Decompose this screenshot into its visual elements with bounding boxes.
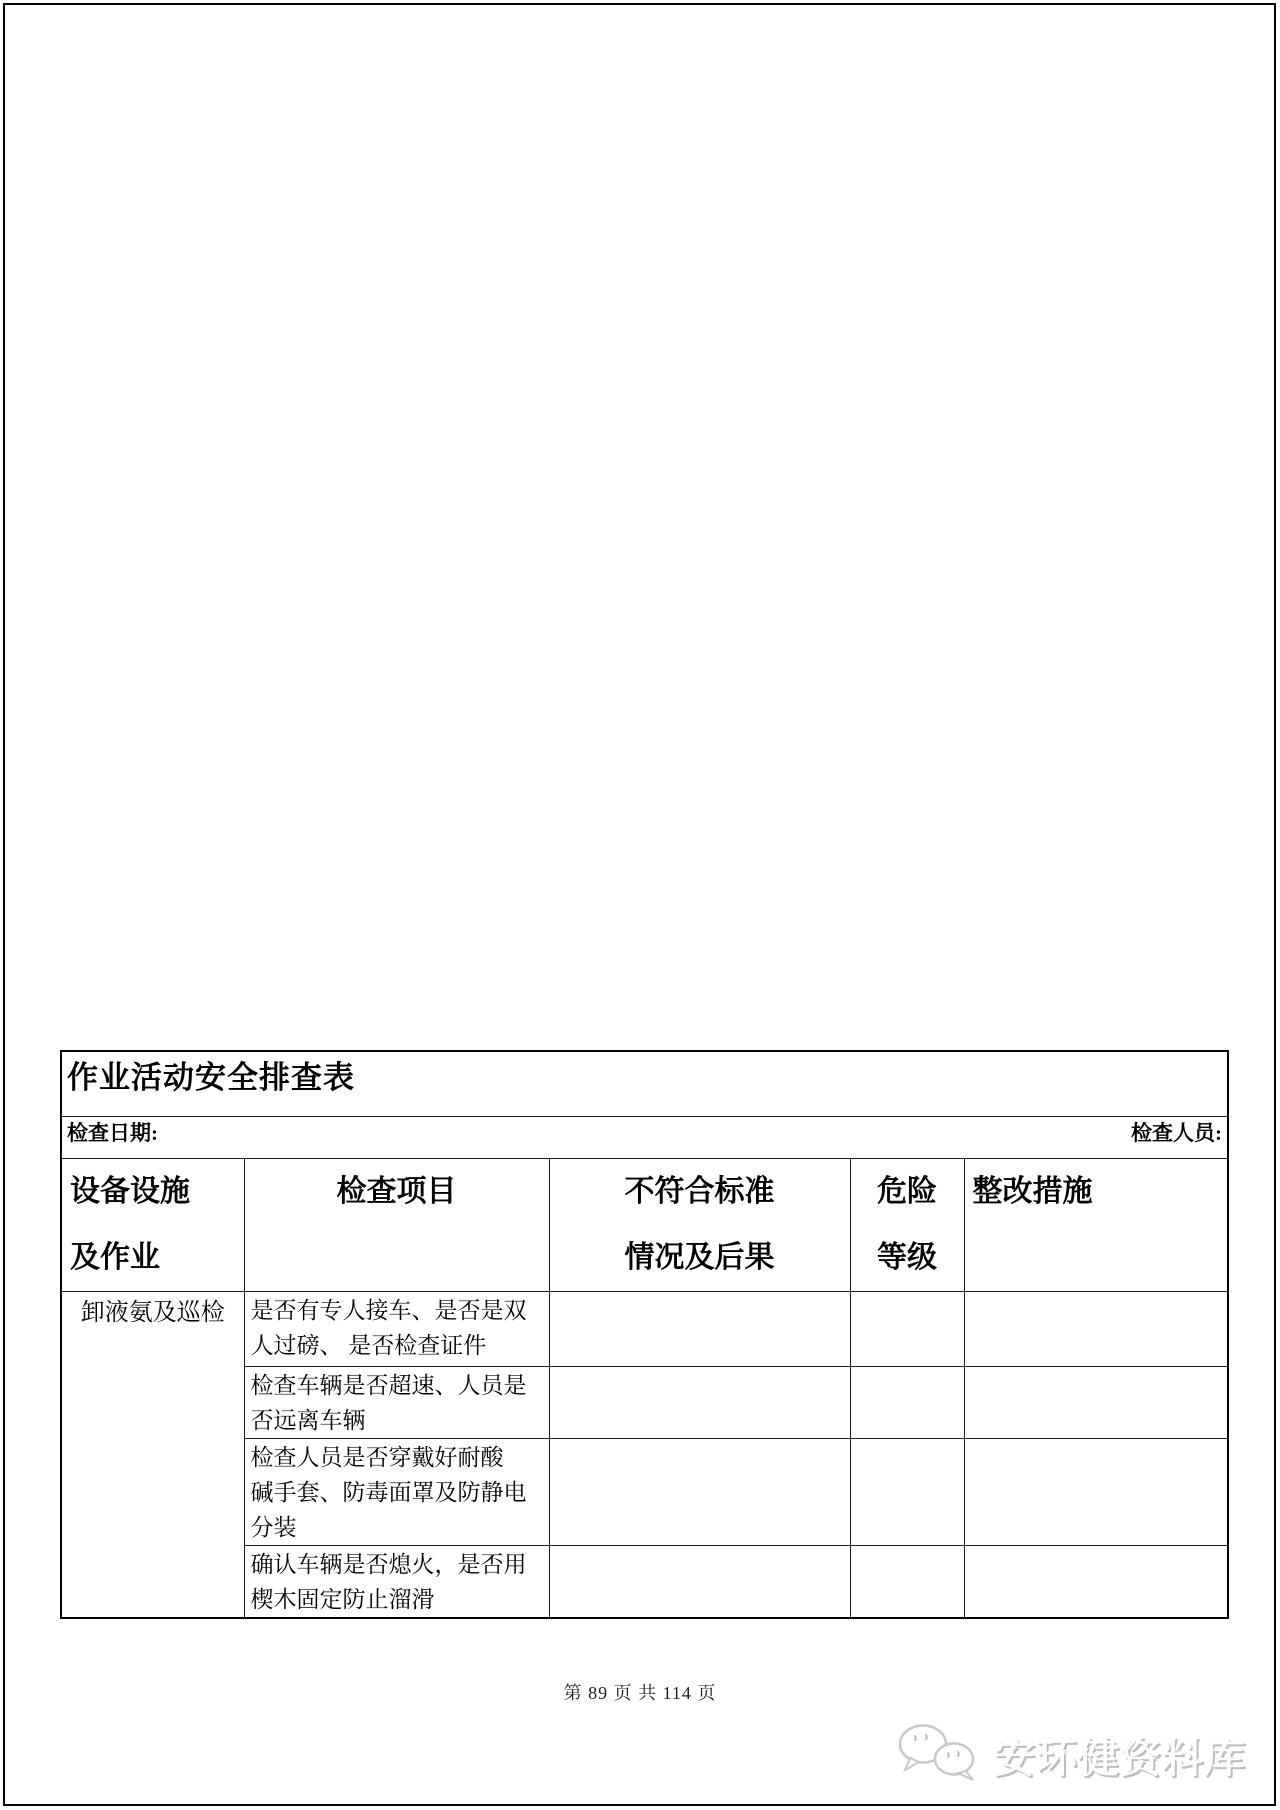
corrective-cell-empty bbox=[964, 1438, 1228, 1545]
nonconformity-cell-empty bbox=[549, 1291, 850, 1366]
nonconformity-cell-empty bbox=[549, 1366, 850, 1438]
table-title-row bbox=[61, 1051, 1228, 1116]
table-title: 作业活动安全排查表 bbox=[61, 1051, 1228, 1116]
inspector-label: 检查人员: bbox=[1131, 1120, 1222, 1145]
watermark bbox=[892, 1722, 1246, 1787]
check-item-cell: 检查人员是否穿戴好耐酸 碱手套、防毒面罩及防静电 分装 bbox=[244, 1438, 549, 1545]
check-item-cell: 确认车辆是否熄火，是否用 楔木固定防止溜滑 bbox=[244, 1545, 549, 1618]
chat-bubbles-logo-icon bbox=[892, 1722, 988, 1787]
header-corrective-measures: 整改措施 bbox=[964, 1158, 1228, 1291]
corrective-cell-empty bbox=[964, 1366, 1228, 1438]
safety-inspection-table bbox=[60, 1050, 1229, 1619]
page-number: 第 89 页 共 114 页 bbox=[563, 1683, 717, 1703]
header-risk-level: 危险 等级 bbox=[850, 1158, 964, 1291]
check-item-cell: 是否有专人接车、是否是双 人过磅、 是否检查证件 bbox=[244, 1291, 549, 1366]
check-item-cell: 检查车辆是否超速、人员是 否远离车辆 bbox=[244, 1366, 549, 1438]
check-date-label: 检查日期: bbox=[67, 1120, 158, 1145]
header-nonconformity-result: 不符合标准 情况及后果 bbox=[549, 1158, 850, 1291]
header-row bbox=[61, 1158, 1228, 1291]
risk-level-cell-empty bbox=[850, 1291, 964, 1366]
risk-level-cell-empty bbox=[850, 1366, 964, 1438]
header-equipment-and-operation: 设备设施 及作业 bbox=[61, 1158, 244, 1291]
risk-level-cell-empty bbox=[850, 1545, 964, 1618]
corrective-cell-empty bbox=[964, 1545, 1228, 1618]
category-cell: 卸液氨及巡检 bbox=[61, 1291, 244, 1618]
table-row bbox=[61, 1291, 1228, 1366]
risk-level-cell-empty bbox=[850, 1438, 964, 1545]
nonconformity-cell-empty bbox=[549, 1545, 850, 1618]
corrective-cell-empty bbox=[964, 1291, 1228, 1366]
date-inspector-row bbox=[61, 1116, 1228, 1158]
header-check-item: 检查项目 bbox=[244, 1158, 549, 1291]
nonconformity-cell-empty bbox=[549, 1438, 850, 1545]
watermark-text: 安环健资料库 bbox=[994, 1735, 1246, 1781]
